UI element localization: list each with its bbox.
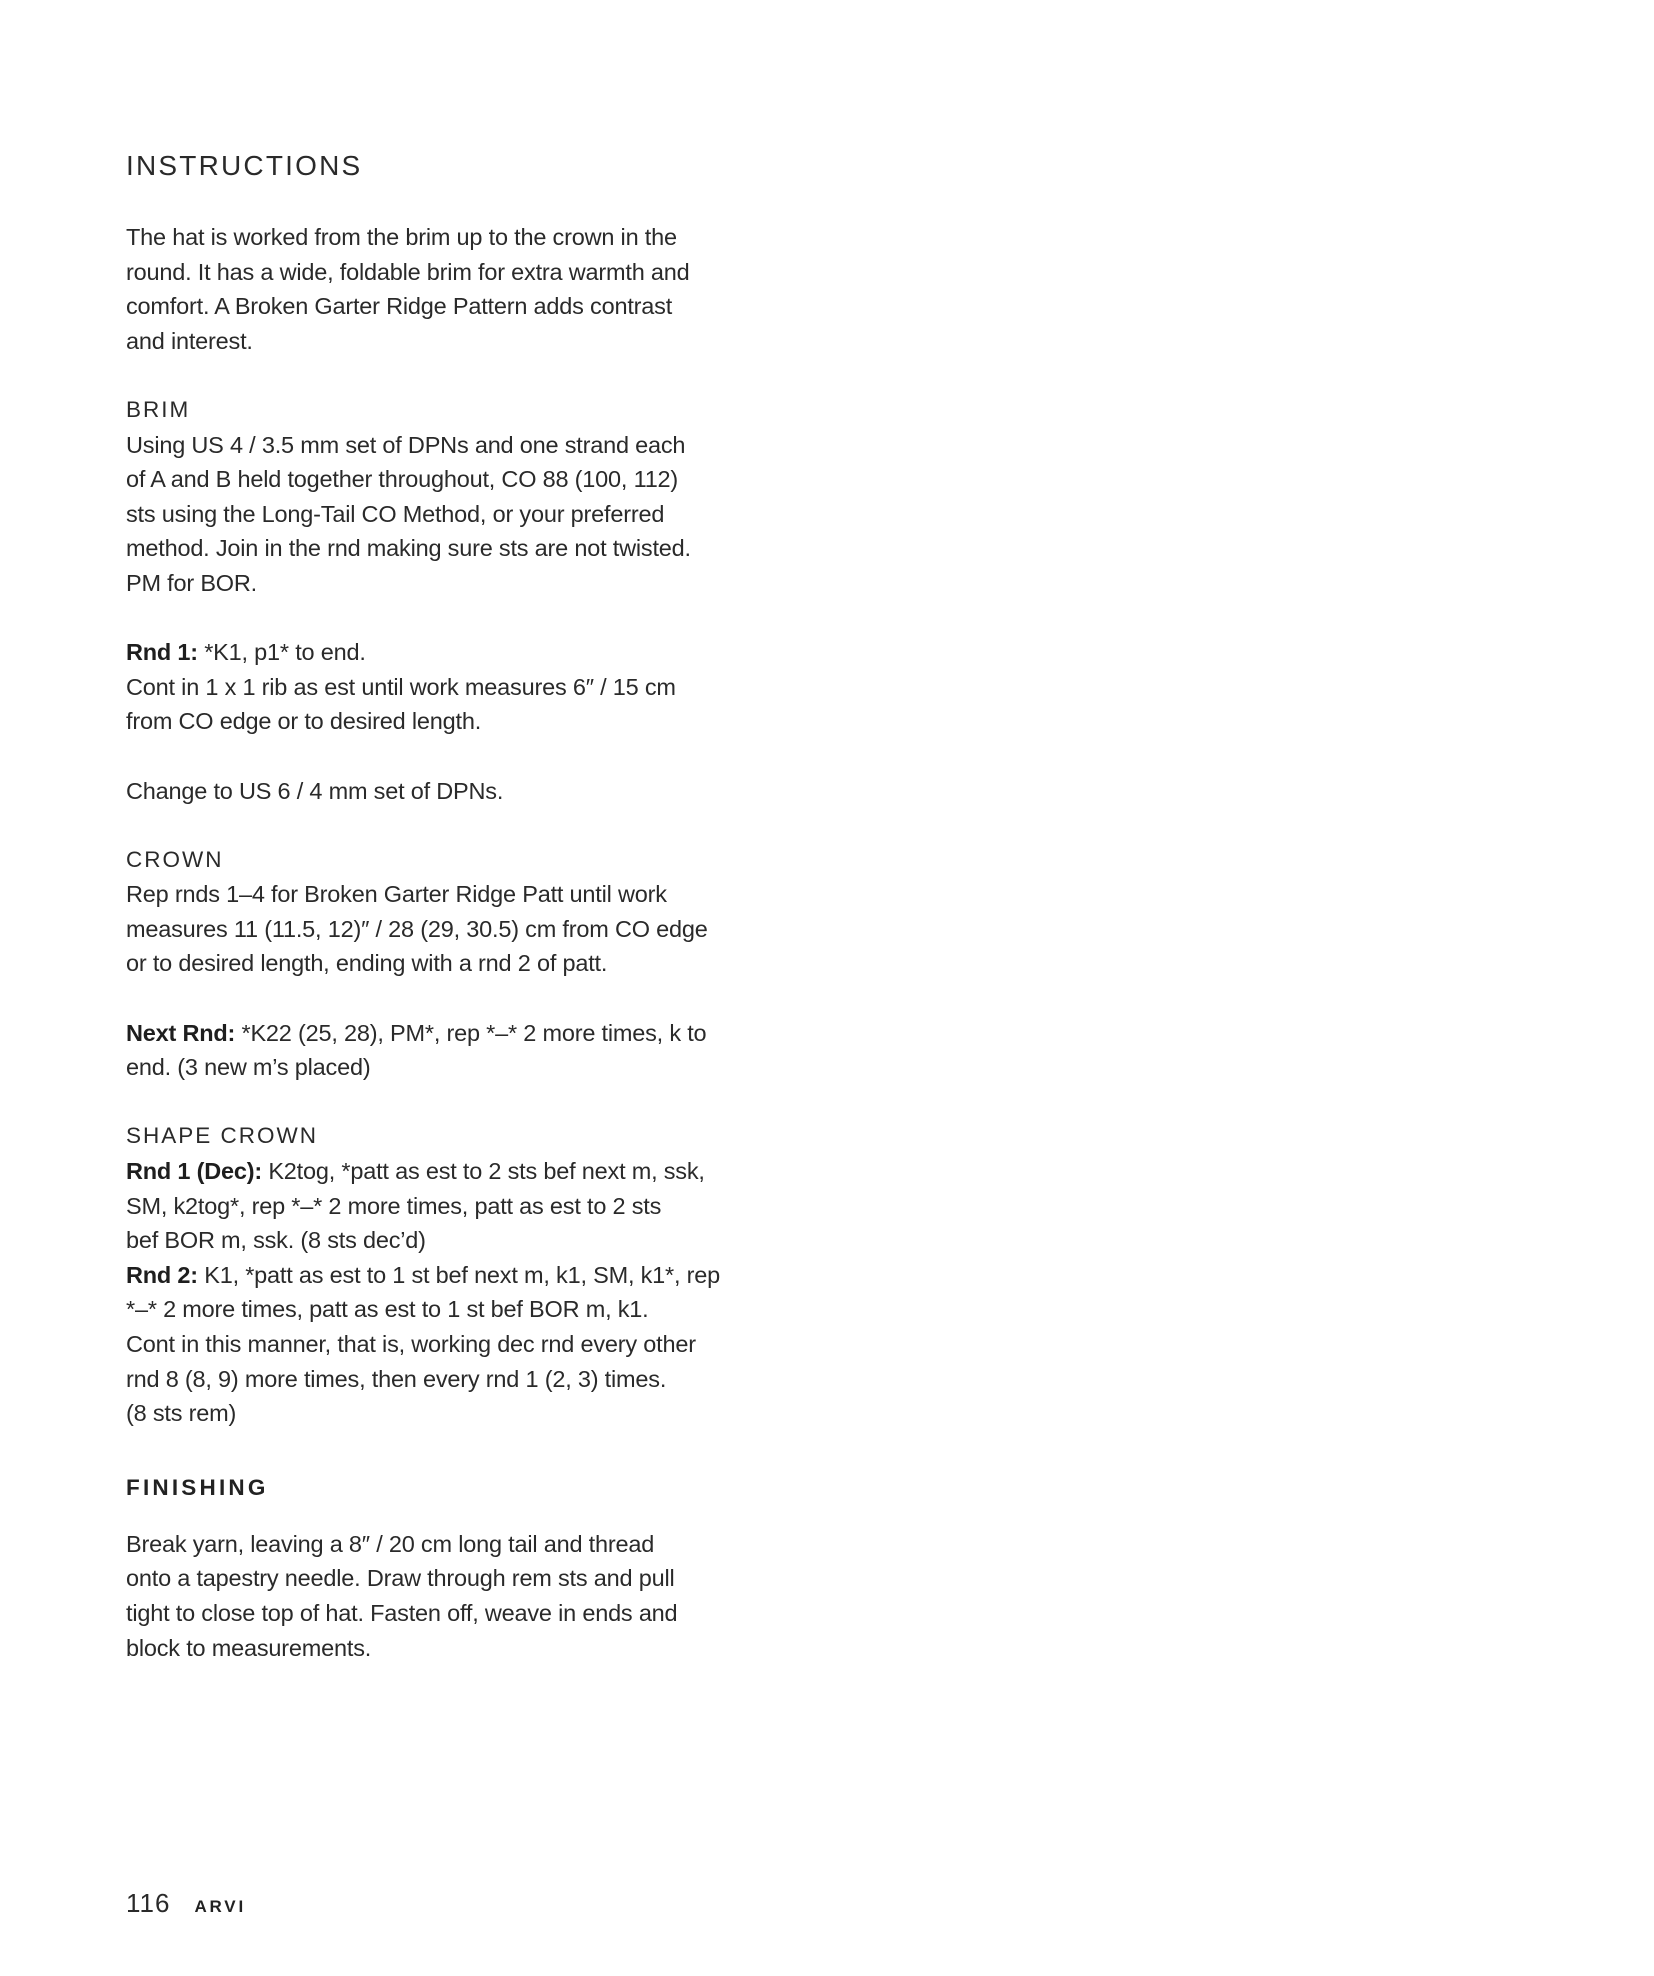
shape-crown-section [126, 1119, 736, 1430]
dec-rnd-line [126, 1154, 736, 1189]
rib-line: Cont in 1 x 1 rib as est until work measures 6″ / 15 cm [126, 673, 676, 700]
finishing-heading: FINISHING [126, 1474, 269, 1500]
brim-line: sts using the Long-Tail CO Method, or your preferred [126, 500, 665, 527]
finishing-line: tight to close top of hat. Fasten off, weave in ends and [126, 1599, 678, 1626]
crown-heading: CROWN [126, 846, 224, 872]
change-needles-line: Change to US 6 / 4 mm set of DPNs. [126, 777, 504, 804]
shape-crown-cont-line: rnd 8 (8, 9) more times, then every rnd 1 (2, 3) times. [126, 1365, 667, 1392]
rnd1-text: *K1, p1* to end. [197, 639, 366, 666]
crown-line: measures 11 (11.5, 12)″ / 28 (29, 30.5) cm from CO edge [126, 915, 708, 942]
intro-line: round. It has a wide, foldable brim for extra warmth and [126, 258, 690, 285]
intro-paragraph [126, 220, 736, 358]
dec-rnd-line: bef BOR m, ssk. (8 sts dec’d) [126, 1227, 426, 1254]
shape-crown-cont-line: Cont in this manner, that is, working dec rnd every other [126, 1331, 696, 1357]
brim-rib-section [126, 635, 736, 739]
page-number: 116 [126, 1888, 171, 1918]
rib-line: from CO edge or to desired length. [126, 708, 482, 735]
next-rnd-label: Next Rnd: [126, 1019, 236, 1046]
dec-rnd-label: Rnd 1 (Dec): [126, 1158, 262, 1185]
dec-rnd-text: K2tog, *patt as est to 2 sts bef next m, ssk, [262, 1158, 705, 1185]
rnd1-line [126, 635, 736, 670]
next-rnd-paragraph [126, 1016, 736, 1085]
page-footer [126, 1888, 246, 1924]
next-rnd-text: *K22 (25, 28), PM*, rep *–* 2 more times, k to [235, 1019, 707, 1046]
shape-crown-cont-line: (8 sts rem) [126, 1400, 237, 1427]
brim-line: PM for BOR. [126, 569, 257, 596]
next-rnd-line [126, 1016, 736, 1051]
crown-section [126, 843, 736, 981]
intro-line: The hat is worked from the brim up to the crown in the [126, 224, 677, 250]
finishing-line: block to measurements. [126, 1634, 372, 1661]
brim-line: of A and B held together throughout, CO 88 (100, 112) [126, 466, 679, 493]
instructions-column [126, 146, 736, 1665]
finishing-line: onto a tapestry needle. Draw through rem sts and pull [126, 1565, 675, 1592]
dec-rnd-line: SM, k2tog*, rep *–* 2 more times, patt as est to 2 sts [126, 1192, 662, 1219]
finishing-line: Break yarn, leaving a 8″ / 20 cm long tail and thread [126, 1530, 655, 1557]
rnd2-line [126, 1258, 736, 1293]
running-title: ARVI [194, 1897, 246, 1916]
brim-section [126, 393, 736, 601]
rnd2-line: *–* 2 more times, patt as est to 1 st bef BOR m, k1. [126, 1296, 649, 1323]
brim-heading: BRIM [126, 396, 191, 422]
intro-line: and interest. [126, 327, 253, 354]
brim-line: Using US 4 / 3.5 mm set of DPNs and one strand each [126, 431, 686, 458]
brim-line: method. Join in the rnd making sure sts are not twisted. [126, 535, 691, 562]
instructions-heading: INSTRUCTIONS [126, 150, 363, 181]
rnd2-text: K1, *patt as est to 1 st bef next m, k1, SM, k1*, rep [197, 1261, 721, 1288]
crown-line: or to desired length, ending with a rnd 2 of patt. [126, 950, 608, 977]
rnd2-label: Rnd 2: [126, 1261, 198, 1288]
shape-crown-heading: SHAPE CROWN [126, 1123, 319, 1149]
intro-line: comfort. A Broken Garter Ridge Pattern adds contrast [126, 293, 673, 320]
change-needles-paragraph [126, 774, 736, 809]
finishing-paragraph [126, 1527, 736, 1665]
rnd1-label: Rnd 1: [126, 639, 198, 666]
crown-line: Rep rnds 1–4 for Broken Garter Ridge Patt until work [126, 881, 667, 908]
next-rnd-line: end. (3 new m’s placed) [126, 1054, 371, 1081]
